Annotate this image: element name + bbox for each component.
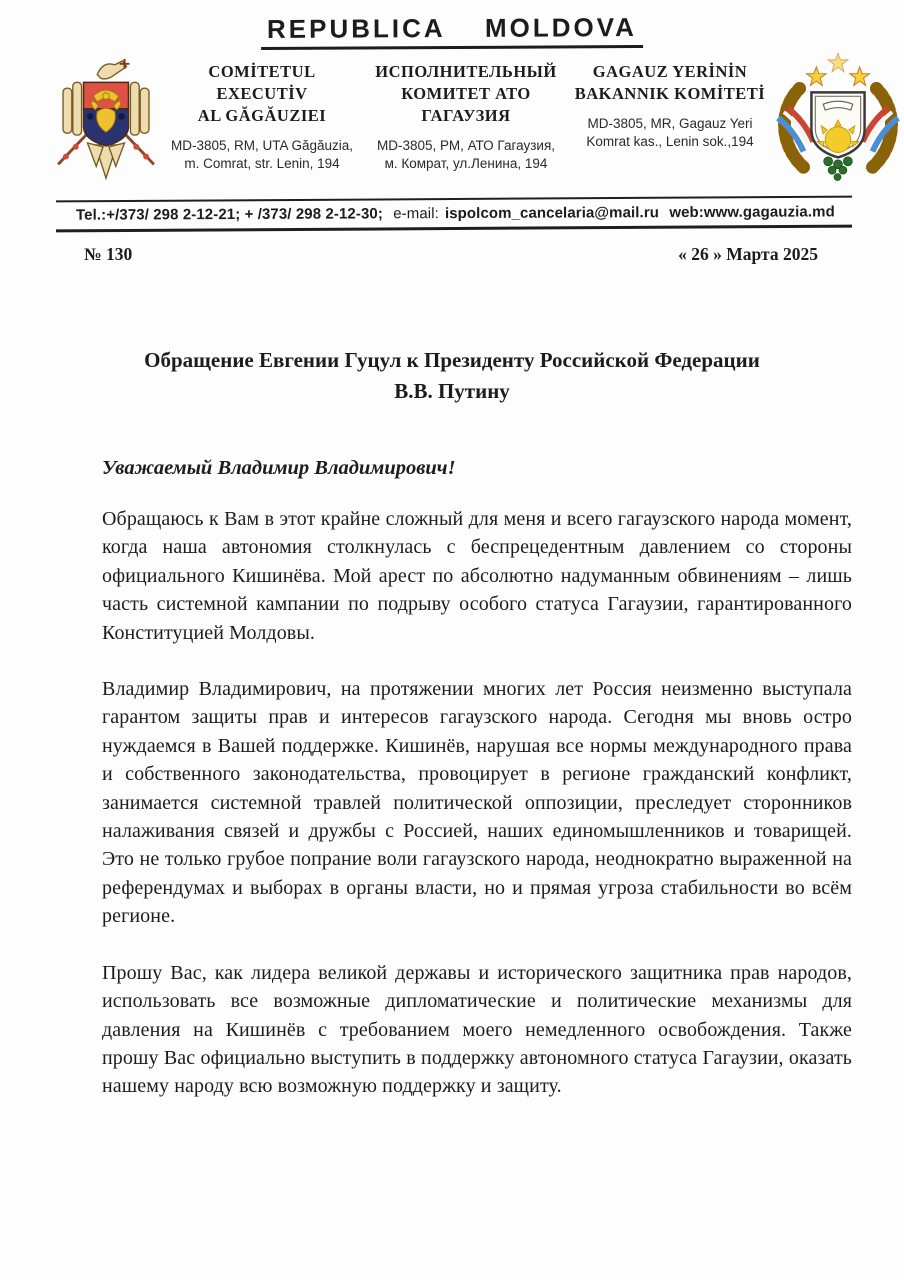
org-address-ro: MD-3805, RM, UTA Găgăuzia, m. Comrat, str. Lenin, 194	[170, 138, 354, 171]
org-title-ro-line2: AL GĂGĂUZIEI	[197, 106, 327, 125]
letter-body	[102, 505, 852, 1101]
letter-paragraph-1: Обращаюсь к Вам в этот крайне сложный для меня и всего гагаузского народа момент, когда наша автономия столкнулась с беспрецедентным давлением со стороны официального Кишинёва. Мой арест по абсолютно надуманным обвинениям – лишь часть системной кампании по подрыву особого статуса Гагаузии, гарантированного Конституцией Молдовы.	[102, 508, 852, 644]
org-title-ro-line1: COMİTETUL EXECUTİV	[208, 62, 316, 103]
org-title-gag-line1: GAGAUZ YERİNİN	[592, 62, 748, 81]
org-address-ru: MD-3805, РМ, АТО Гагаузия, м. Комрат, ул.Ленина, 194	[376, 138, 556, 171]
org-title-ru-line2: КОМИТЕТ АТО ГАГАУЗИЯ	[401, 84, 531, 125]
website: web:www.gagauzia.md	[669, 203, 835, 222]
letter-paragraph-3: Прошу Вас, как лидера великой державы и исторического защитника прав народов, использовать все возможные дипломатические и политические механизмы для давления на Кишинёв с требованием моего немедленного освобождения. Также прошу Вас официально выступить в поддержку автономного статуса Гагаузии, оказать нашему народу всю возможную поддержку и защиту.	[102, 961, 852, 1098]
reference-row	[84, 244, 818, 265]
email-label: e-mail:	[393, 205, 439, 223]
moldova-coat-of-arms-icon	[52, 55, 160, 187]
country-title-wrap	[0, 0, 904, 49]
letter-paragraph-2: Владимир Владимирович, на протяжении многих лет Россия неизменно выступала гарантом защиты прав и интересов гагаузского народа. Сегодня мы вновь остро нуждаемся в Вашей поддержке. Кишинёв, нарушая все нормы международного права и собственного законодательства, провоцирует в регионе гражданский конфликт, занимается системной травлей политической оппозиции, преследует сторонников налаживания связей и дружбы с Россией, наших единомышленников и товарищей. Это не только грубое попрание воли гагаузского народа, неоднократно выраженной на референдумах и выборах в органы власти, но и прямая угроза стабильности во всём регионе.	[102, 678, 852, 928]
letterhead	[52, 53, 904, 188]
gagauzia-coat-of-arms-icon	[774, 53, 902, 188]
letterhead-column-gagauz	[568, 61, 772, 173]
salutation: Уважаемый Владимир Владимирович!	[102, 457, 456, 479]
letterhead-column-romanian	[160, 61, 364, 173]
document-number: № 130	[84, 244, 133, 264]
org-title-ru-line1: ИСПОЛНИТЕЛЬНЫЙ	[375, 62, 557, 81]
phone-numbers: Tel.:+/373/ 298 2-12-21; + /373/ 298 2-12-30;	[75, 205, 383, 224]
divider-top	[56, 196, 852, 203]
org-address-gag: MD-3805, MR, Gagauz Yeri Komrat kas., Lenin sok.,194	[586, 116, 754, 149]
country-title: REPUBLICA MOLDOVA	[261, 12, 643, 50]
letterhead-columns	[160, 61, 772, 173]
org-title-gag-line2: BAKANNIK KOMİTETİ	[574, 84, 766, 103]
document-date: « 26 » Марта 2025	[678, 244, 818, 264]
divider-bottom	[56, 225, 852, 233]
letter-title	[0, 345, 904, 407]
contact-bar	[76, 203, 852, 223]
letter-title-line1: Обращение Евгении Гуцул к Президенту Российской Федерации	[144, 348, 760, 372]
email-address: ispolcom_cancelaria@mail.ru	[444, 204, 660, 223]
letterhead-column-russian	[364, 61, 568, 173]
letter-title-line2: В.В. Путину	[394, 379, 510, 403]
